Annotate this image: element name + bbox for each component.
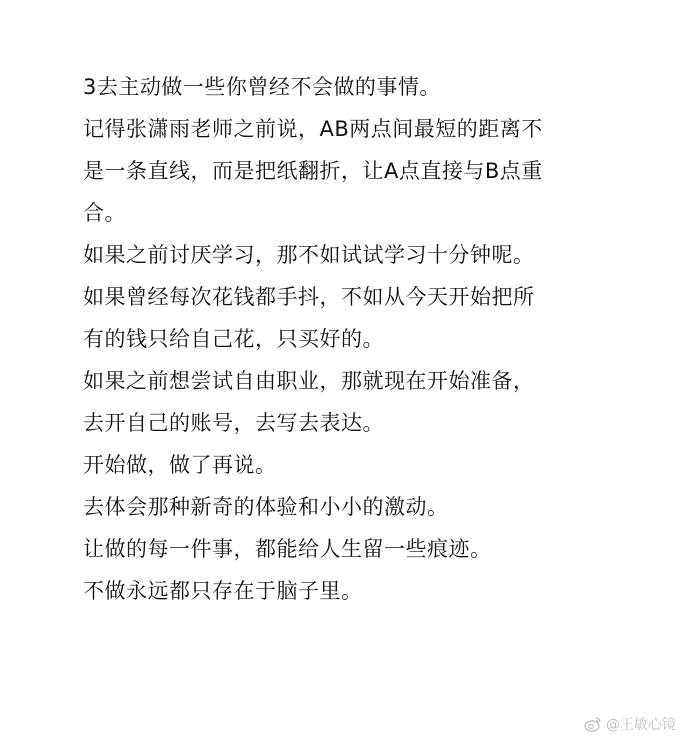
text-line: 让做的每一件事，都能给人生留一些痕迹。	[83, 537, 492, 561]
document-body	[83, 66, 643, 612]
text-line: 是一条直线，而是把纸翻折，让A点直接与B点重	[83, 159, 543, 183]
weibo-icon	[584, 716, 602, 732]
text-line: 不做永远都只存在于脑子里。	[83, 579, 363, 603]
text-line: 合。	[83, 201, 126, 225]
text-line: 3去主动做一些你曾经不会做的事情。	[83, 75, 441, 99]
text-line: 有的钱只给自己花，只买好的。	[83, 327, 384, 351]
text-line: 如果之前想尝试自由职业，那就现在开始准备，	[83, 369, 535, 393]
text-line: 去体会那种新奇的体验和小小的激动。	[83, 495, 449, 519]
text-line: 去开自己的账号，去写去表达。	[83, 411, 384, 435]
watermark	[584, 714, 676, 734]
text-line: 如果曾经每次花钱都手抖，不如从今天开始把所	[83, 285, 535, 309]
text-line: 开始做，做了再说。	[83, 453, 277, 477]
watermark-text: @王敏心镜	[606, 717, 676, 733]
text-line: 如果之前讨厌学习，那不如试试学习十分钟呢。	[83, 243, 535, 267]
text-line: 记得张潇雨老师之前说，AB两点间最短的距离不	[83, 117, 543, 141]
